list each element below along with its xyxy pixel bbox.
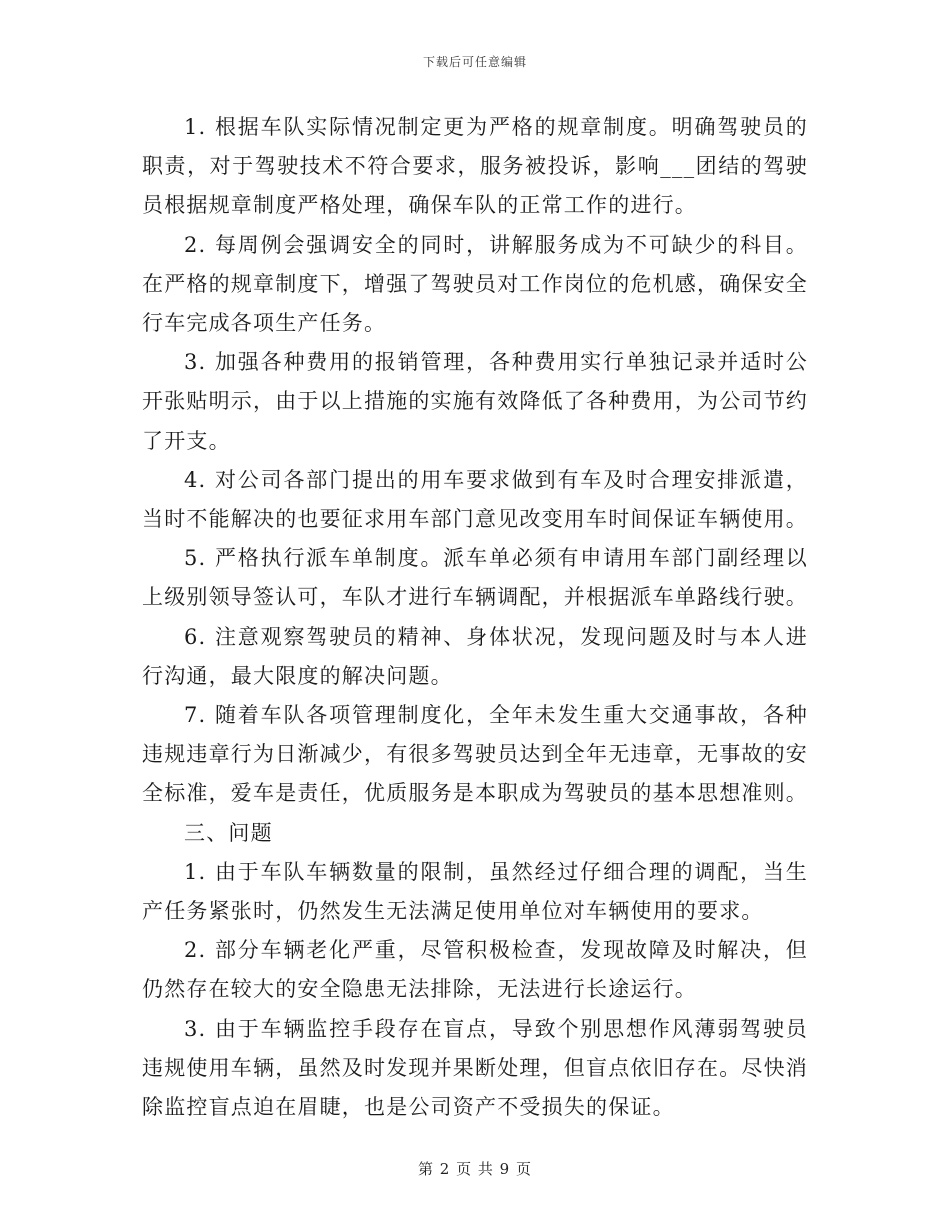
document-body xyxy=(142,108,808,1127)
paragraph-rule-5: 5. 严格执行派车单制度。派车单必须有申请用车部门副经理以上级别领导签认可，车队才进行车辆调配，并根据派车单路线行驶。 xyxy=(142,546,808,610)
paragraph-rule-3: 3. 加强各种费用的报销管理，各种费用实行单独记录并适时公开张贴明示，由于以上措施的实施有效降低了各种费用，为公司节约了开支。 xyxy=(142,350,808,453)
section-heading-problems: 三、问题 xyxy=(184,820,273,845)
paragraph-problem-1: 1. 由于车队车辆数量的限制，虽然经过仔细合理的调配，当生产任务紧张时，仍然发生无法满足使用单位对车辆使用的要求。 xyxy=(142,859,808,924)
paragraph-rule-6: 6. 注意观察驾驶员的精神、身体状况，发现问题及时与本人进行沟通，最大限度的解决问题。 xyxy=(142,624,808,688)
page-header: 下载后可任意编辑 xyxy=(422,55,527,69)
paragraph-problem-2: 2. 部分车辆老化严重，尽管积极检查，发现故障及时解决，但仍然存在较大的安全隐患无法排除，无法进行长途运行。 xyxy=(142,938,808,1002)
paragraph-rule-4: 4. 对公司各部门提出的用车要求做到有车及时合理安排派遣，当时不能解决的也要征求用车部门意见改变用车时间保证车辆使用。 xyxy=(142,467,808,532)
page-footer: 第 2 页 共 9 页 xyxy=(418,1160,532,1178)
paragraph-rule-1: 1. 根据车队实际情况制定更为严格的规章制度。明确驾驶员的职责，对于驾驶技术不符合要求，服务被投诉，影响___团结的驾驶员根据规章制度严格处理，确保车队的正常工作的进行。 xyxy=(142,115,808,218)
paragraph-rule-2: 2. 每周例会强调安全的同时，讲解服务成为不可缺少的科目。在严格的规章制度下，增强了驾驶员对工作岗位的危机感，确保安全行车完成各项生产任务。 xyxy=(142,232,808,336)
paragraph-problem-3: 3. 由于车辆监控手段存在盲点，导致个别思想作风薄弱驾驶员违规使用车辆，虽然及时发现并果断处理，但盲点依旧存在。尽快消除监控盲点迫在眉睫，也是公司资产不受损失的保证。 xyxy=(142,1016,808,1120)
paragraph-rule-7: 7. 随着车队各项管理制度化，全年未发生重大交通事故，各种违规违章行为日渐减少，有很多驾驶员达到全年无违章，无事故的安全标准，爱车是责任，优质服务是本职成为驾驶员的基本思想准则。 xyxy=(142,703,808,806)
